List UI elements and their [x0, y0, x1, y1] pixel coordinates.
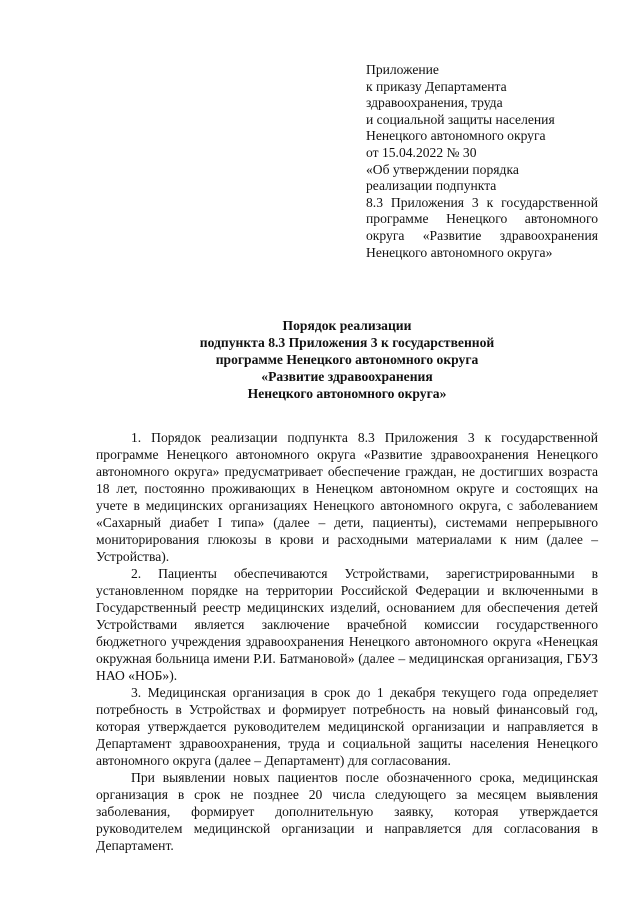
- appendix-line: Ненецкого автономного округа»: [366, 244, 553, 260]
- appendix-line: «Об утверждении порядка: [366, 161, 519, 177]
- paragraph-4: При выявлении новых пациентов после обозначенного срока, медицинская организация в срок не позднее 20 числа следующего за месяцем выявления заболевания, формирует дополнительную заявку, которая утверждается руководителем медицинской организации и направляется для согласования в Департамент.: [96, 770, 598, 853]
- appendix-line: реализации подпункта: [366, 178, 497, 194]
- title-line: программе Ненецкого автономного округа: [215, 352, 479, 367]
- appendix-line: от 15.04.2022 № 30: [366, 144, 477, 160]
- appendix-line: округа «Развитие здравоохранения: [366, 227, 598, 243]
- document-title: [96, 317, 598, 402]
- title-line: Порядок реализации: [282, 318, 412, 333]
- appendix-line: Приложение: [366, 62, 439, 77]
- paragraph-2: 2. Пациенты обеспечиваются Устройствами, зарегистрированными в установленном порядке на территории Российской Федерации и включенными в Государственный реестр медицинских изделий, основанием для обеспечения детей Устройствами является заключение врачебной комиссии государственного бюджетного учреждения здравоохранения Ненецкого автономного округа «Ненецкая окружная больница имени Р.И. Батмановой» (далее – медицинская организация, ГБУЗ НАО «НОБ»).: [96, 566, 598, 683]
- title-line: подпункта 8.3 Приложения 3 к государственной: [199, 335, 495, 350]
- appendix-header: [366, 62, 598, 261]
- title-line: «Развитие здравоохранения: [261, 369, 433, 384]
- title-line: Ненецкого автономного округа»: [247, 386, 447, 401]
- appendix-line: здравоохранения, труда: [366, 95, 503, 111]
- paragraph-3: 3. Медицинская организация в срок до 1 декабря текущего года определяет потребность в Устройствах и формирует потребность на новый финансовый год, которая утверждается руководителем медицинской организации и направляется в Департамент здравоохранения, труда и социальной защиты населения Ненецкого автономного округа (далее – Департамент) для согласования.: [96, 685, 598, 768]
- appendix-line: 8.3 Приложения 3 к государственной: [366, 194, 598, 210]
- appendix-line: Ненецкого автономного округа: [366, 128, 546, 144]
- appendix-line: и социальной защиты населения: [366, 111, 555, 127]
- appendix-line: программе Ненецкого автономного: [366, 211, 598, 227]
- paragraph-1: 1. Порядок реализации подпункта 8.3 Приложения 3 к государственной программе Ненецкого автономного округа «Развитие здравоохранения Ненецкого автономного округа» предусматривает обеспечение граждан, не достигших возраста 18 лет, постоянно проживающих в Ненецком автономном округе и состоящих на учете в медицинских организациях Ненецкого автономного округа, с заболеванием «Сахарный диабет I типа» (далее – дети, пациенты), системами непрерывного мониторирования глюкозы в крови и расходными материалами к ним (далее – Устройства).: [96, 430, 598, 564]
- document-body: [96, 429, 598, 854]
- appendix-line: к приказу Департамента: [366, 78, 507, 94]
